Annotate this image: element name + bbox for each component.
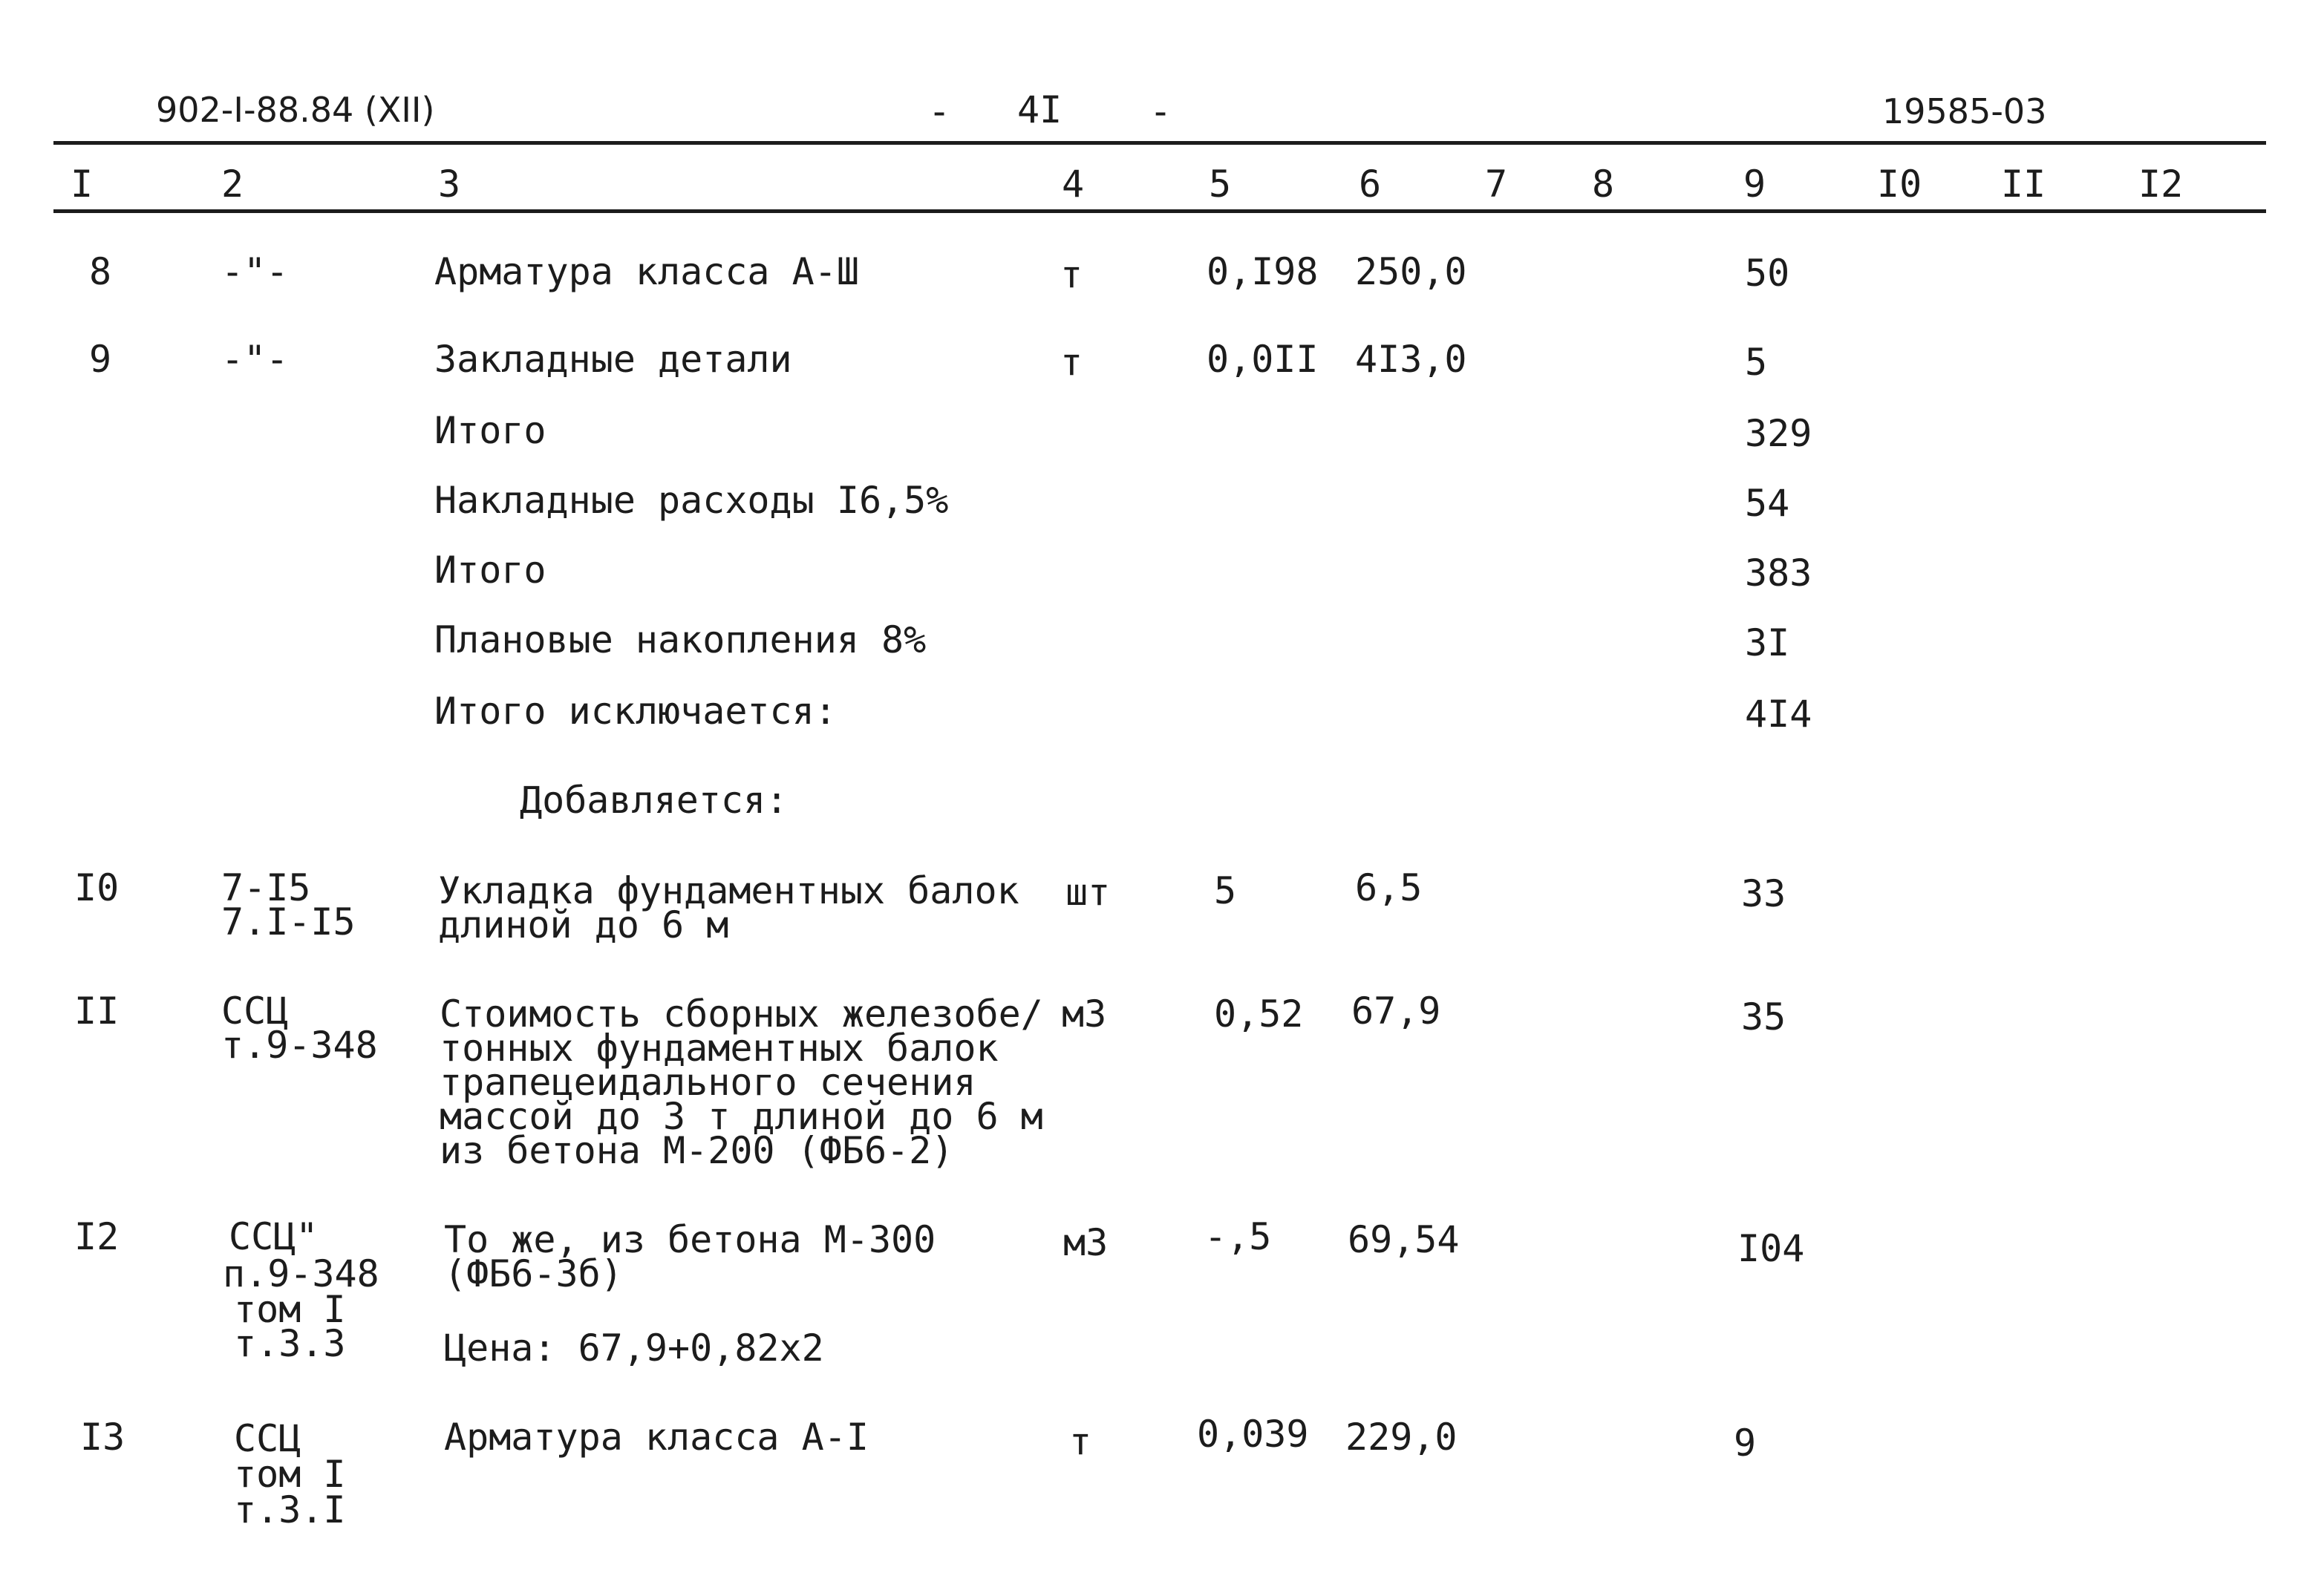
row-quantity: 0,I98 [1207,250,1319,293]
row-name: Стоимость сборных железобе/ [440,992,1043,1036]
subtotal-value: 3I [1745,621,1790,664]
section-heading: Добавляется: [520,779,789,822]
row-unit: м3 [1063,1221,1109,1264]
subtotal-value: 383 [1745,552,1812,595]
row-unit-price: 4I3,0 [1355,338,1467,381]
subtotal-label: Итого [434,549,546,592]
page-dash-left: - [928,90,951,133]
row-total: 33 [1741,872,1786,915]
row-name: То же, из бетона М-300 [444,1218,936,1261]
row-quantity: 0,0II [1207,338,1319,381]
page-number: 4I [1017,88,1063,131]
price-note: Цена: 67,9+0,82х2 [444,1327,824,1370]
doc-code: 902-I-88.84 (XII) [156,90,435,130]
row-reference: ССЦ [234,1417,301,1460]
row-reference: т.9-348 [221,1024,378,1067]
row-unit: т [1060,253,1083,296]
row-reference: том I [234,1288,346,1331]
column-header: I0 [1877,163,1922,206]
column-header: 6 [1359,163,1382,206]
column-header: 3 [438,163,461,206]
subtotal-label: Накладные расходы I6,5% [434,479,949,522]
header-rule-top [53,141,2266,145]
row-unit: м3 [1062,992,1107,1036]
row-total: 5 [1745,341,1768,384]
row-name: Укладка фундаментных балок [438,869,1019,912]
row-reference: -"- [221,250,289,293]
row-name: тонных фундаментных балок [440,1027,999,1070]
row-number: II [74,990,120,1033]
column-header: 4 [1062,163,1085,206]
page-dash-right: - [1149,90,1172,133]
row-total: 35 [1741,995,1786,1039]
row-quantity: 0,039 [1197,1413,1309,1456]
column-header: 2 [221,163,244,206]
row-reference: 7-I5 [221,866,311,909]
row-unit-price: 6,5 [1355,866,1423,909]
row-unit: т [1060,341,1083,384]
subtotal-value: 329 [1745,412,1812,455]
row-reference: т.3.I [234,1488,346,1531]
row-name: трапецеидального сечения [440,1061,976,1104]
subtotal-label: Итого исключается: [434,690,837,733]
row-reference: ССЦ" [229,1215,319,1258]
row-quantity: -,5 [1204,1215,1272,1258]
row-reference: п.9-348 [223,1252,379,1295]
row-reference: т.3.3 [234,1322,346,1365]
row-name: массой до 3 т длиной до 6 м [440,1095,1043,1138]
column-header: I [71,163,94,206]
row-reference: -"- [221,338,289,381]
column-header: 8 [1592,163,1615,206]
row-number: I2 [74,1215,120,1258]
row-unit: т [1069,1420,1092,1463]
column-header: 9 [1743,163,1766,206]
header-rule-bottom [53,209,2266,213]
row-unit-price: 67,9 [1351,990,1441,1033]
column-header: 7 [1485,163,1508,206]
row-number: 8 [89,250,112,293]
row-number: 9 [89,338,112,381]
row-name: Закладные детали [434,338,792,381]
row-name: (ФБ6-3б) [444,1252,623,1295]
column-header: II [2001,163,2046,206]
subtotal-value: 54 [1745,482,1790,525]
row-unit-price: 250,0 [1355,250,1467,293]
column-header: I2 [2138,163,2184,206]
row-name: длиной до 6 м [438,903,729,946]
row-reference: том I [234,1453,346,1496]
row-number: I3 [80,1416,125,1459]
row-reference: ССЦ [221,990,289,1033]
subtotal-label: Плановые накопления 8% [434,618,927,661]
row-name: Арматура класса А-Ш [434,250,859,293]
row-name: из бетона М-200 (ФБ6-2) [440,1129,954,1172]
column-header: 5 [1209,163,1232,206]
row-quantity: 0,52 [1214,992,1304,1036]
row-unit-price: 69,54 [1348,1218,1460,1261]
row-name: Арматура класса А-I [444,1416,869,1459]
row-total: I04 [1737,1227,1805,1270]
row-total: 50 [1745,252,1790,295]
row-reference: 7.I-I5 [221,900,356,943]
row-number: I0 [74,866,120,909]
row-total: 9 [1734,1422,1757,1465]
row-unit-price: 229,0 [1345,1416,1458,1459]
row-quantity: 5 [1214,869,1237,912]
registry-number: 19585-03 [1882,91,2047,131]
subtotal-label: Итого [434,409,546,452]
subtotal-value: 4I4 [1745,693,1812,736]
row-unit: шт [1065,871,1111,914]
